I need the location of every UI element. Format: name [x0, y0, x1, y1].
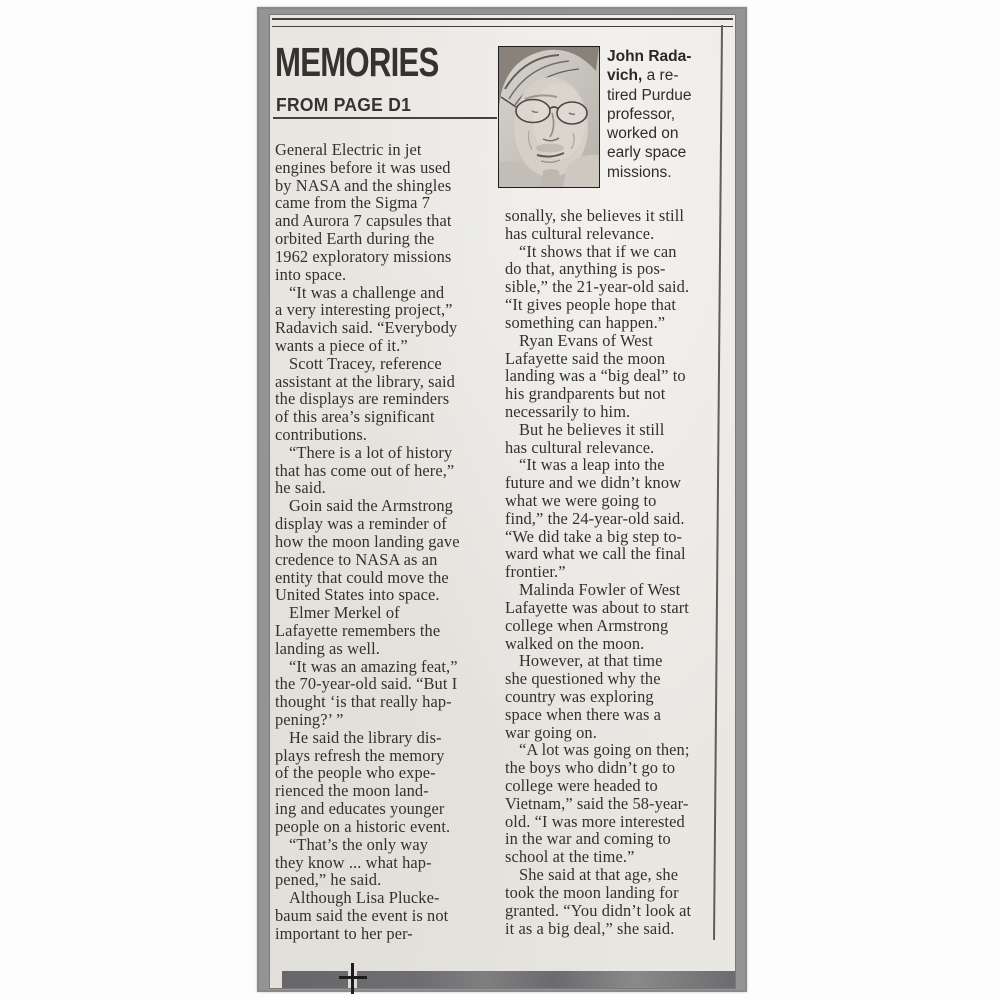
text-line: pened,” he said.	[275, 870, 382, 890]
text-line: came from the Sigma 7	[275, 193, 431, 213]
text-line: Radavich said. “Everybody	[275, 318, 458, 338]
caption-line: professor,	[607, 105, 676, 123]
text-line: he said.	[275, 478, 326, 498]
text-line: has cultural relevance.	[505, 437, 655, 457]
text-line: Lafayette said the moon	[505, 348, 666, 368]
right-text-column	[505, 207, 730, 937]
text-line: United States into space.	[275, 585, 440, 605]
text-line: wants a piece of it.”	[275, 335, 408, 355]
text-line: space when there was a	[505, 704, 662, 724]
text-line: necessarily to him.	[505, 401, 631, 421]
text-line: school at the time.”	[505, 847, 635, 867]
text-line: country was exploring	[505, 686, 654, 706]
top-double-rule	[272, 18, 733, 27]
text-line: sonally, she believes it still	[505, 206, 685, 225]
text-line: what we were going to	[505, 491, 657, 510]
text-line: Vietnam,” said the 58-year-	[505, 793, 689, 813]
article-headline: MEMORIES	[275, 39, 439, 85]
text-line: He said the library dis-	[289, 727, 442, 747]
text-line: it as a big deal,” she said.	[505, 918, 675, 938]
photo-caption	[607, 47, 731, 182]
text-line: landing as well.	[275, 638, 380, 658]
caption-line: early space	[607, 144, 687, 162]
text-line: Lafayette was about to start	[505, 597, 689, 617]
text-line: ward what we call the final	[505, 544, 686, 564]
text-line: they know ... what hap-	[275, 852, 432, 872]
text-line: “That’s the only way	[289, 834, 429, 854]
caption-line: worked on	[607, 125, 679, 143]
left-text-column	[275, 141, 505, 943]
text-line: “We did take a big step to-	[505, 526, 683, 546]
registration-cross-horizontal	[339, 976, 367, 979]
text-line: Scott Tracey, reference	[289, 353, 442, 373]
text-line: of the people who expe-	[275, 763, 436, 783]
continuation-underline	[273, 117, 497, 119]
text-line: the boys who didn’t go to	[505, 758, 676, 778]
text-line: landing was a “big deal” to	[505, 366, 686, 386]
text-line: She said at that age, she	[519, 865, 679, 885]
portrait-photo	[498, 46, 600, 188]
text-line: However, at that time	[519, 651, 663, 671]
text-line: “It was an amazing feat,”	[289, 656, 458, 676]
text-line: do that, anything is pos-	[505, 259, 666, 279]
text-line: people on a historic event.	[275, 816, 451, 836]
text-line: credence to NASA as an	[275, 549, 438, 569]
text-line: future and we didn’t know	[505, 473, 682, 493]
text-line: important to her per-	[275, 923, 413, 943]
text-line: “It gives people hope that	[505, 295, 677, 315]
caption-line: John Rada-	[607, 48, 692, 65]
text-line: find,” the 24-year-old said.	[505, 508, 685, 528]
newsprint-area	[269, 14, 736, 989]
text-line: Although Lisa Plucke-	[289, 888, 440, 908]
text-line: “It was a leap into the	[519, 455, 665, 475]
text-line: plays refresh the memory	[275, 745, 445, 765]
text-line: college when Armstrong	[505, 615, 669, 635]
text-line: walked on the moon.	[505, 633, 645, 653]
text-line: and Aurora 7 capsules that	[275, 211, 452, 231]
text-line: that has come out of here,”	[275, 460, 455, 480]
text-line: assistant at the library, said	[275, 371, 455, 391]
text-line: thought ‘is that really hap-	[275, 692, 452, 712]
text-line: “A lot was going on then;	[519, 740, 690, 760]
text-line: Goin said the Armstrong	[289, 496, 453, 516]
caption-line: vich, a re-	[607, 67, 679, 85]
text-line: frontier.”	[505, 562, 566, 582]
text-line: Elmer Merkel of	[289, 603, 400, 623]
text-line: General Electric in jet	[275, 140, 422, 159]
text-line: into space.	[275, 264, 347, 284]
text-line: sible,” the 21-year-old said.	[505, 277, 690, 297]
newspaper-clipping	[257, 7, 747, 992]
text-line: “It was a challenge and	[289, 282, 445, 302]
portrait-illustration	[499, 47, 599, 187]
text-line: “There is a lot of history	[289, 442, 453, 462]
caption-line: missions.	[607, 163, 672, 181]
text-line: war going on.	[505, 722, 597, 742]
text-line: the displays are reminders	[275, 389, 450, 409]
caption-line: tired Purdue	[607, 86, 692, 104]
text-line: has cultural relevance.	[505, 223, 655, 243]
text-line: display was a reminder of	[275, 514, 447, 534]
text-line: baum said the event is not	[275, 905, 449, 925]
text-line: pening?’ ”	[275, 710, 344, 729]
text-line: his grandparents but not	[505, 384, 666, 404]
text-line: took the moon landing for	[505, 882, 679, 902]
text-line: she questioned why the	[505, 669, 661, 689]
text-line: in the war and coming to	[505, 829, 671, 849]
text-line: by NASA and the shingles	[275, 175, 452, 195]
text-line: 1962 exploratory missions	[275, 246, 452, 266]
text-line: contributions.	[275, 425, 367, 444]
text-line: old. “I was more interested	[505, 811, 685, 831]
text-line: the 70-year-old said. “But I	[275, 674, 458, 694]
text-line: Ryan Evans of West	[519, 330, 653, 350]
text-line: something can happen.”	[505, 312, 666, 332]
text-line: how the moon landing gave	[275, 531, 460, 551]
text-line: Lafayette remembers the	[275, 620, 441, 640]
text-line: college were headed to	[505, 776, 658, 795]
text-line: of this area’s significant	[275, 407, 435, 427]
text-line: Malinda Fowler of West	[519, 580, 681, 600]
continuation-line: FROM PAGE D1	[276, 95, 412, 115]
text-line: “It shows that if we can	[519, 241, 677, 261]
text-line: rienced the moon land-	[275, 781, 429, 801]
text-line: a very interesting project,”	[275, 300, 453, 320]
text-line: engines before it was used	[275, 157, 451, 177]
text-line: entity that could move the	[275, 567, 449, 587]
text-line: ing and educates younger	[275, 799, 445, 819]
text-line: orbited Earth during the	[275, 229, 435, 249]
text-line: But he believes it still	[519, 419, 665, 439]
text-line: granted. “You didn’t look at	[505, 900, 692, 920]
